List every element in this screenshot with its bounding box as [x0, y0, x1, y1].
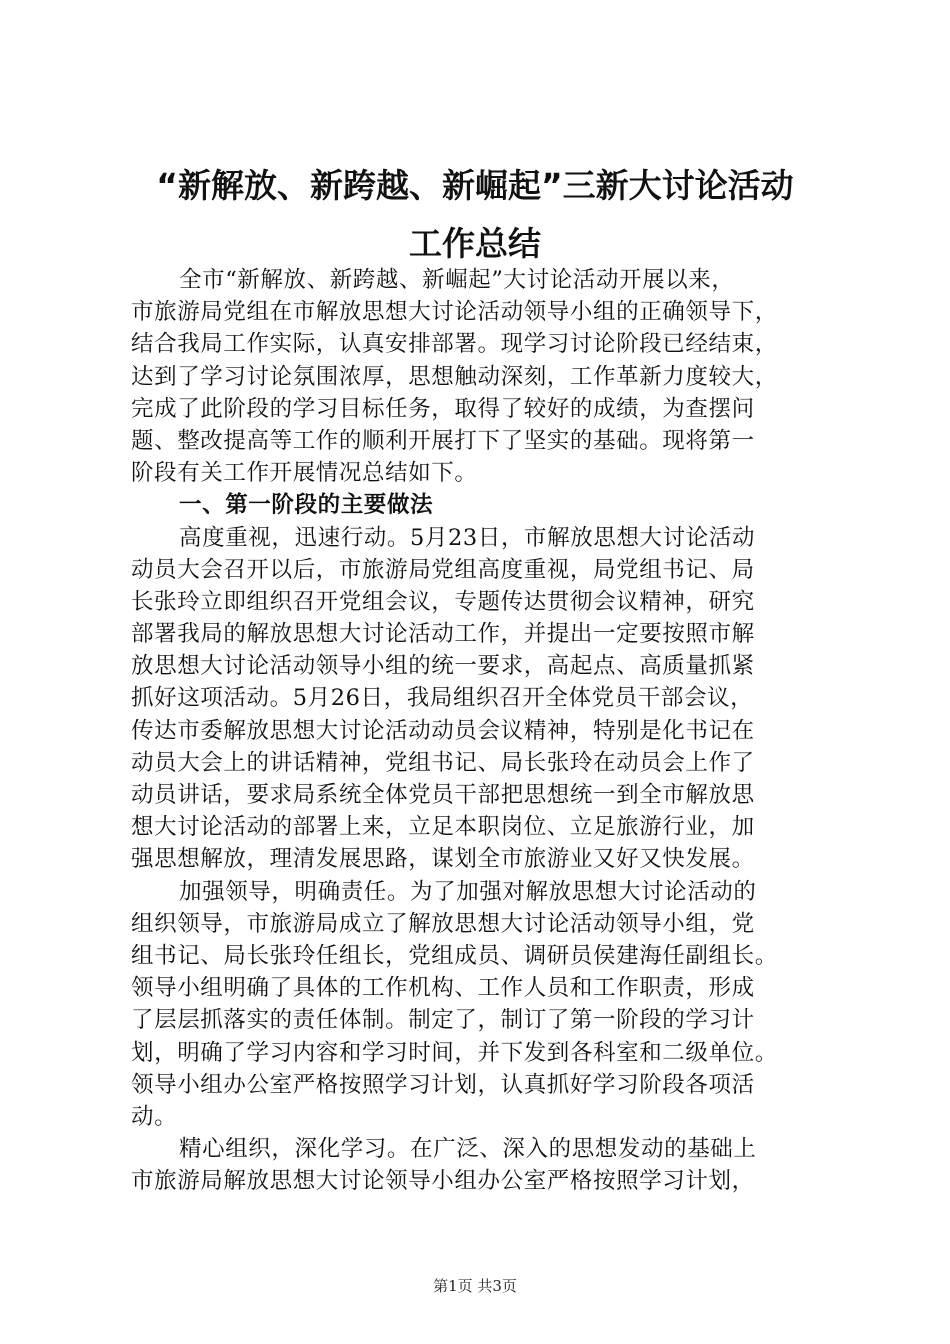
paragraph-line: 结合我局工作实际，认真安排部署。现学习讨论阶段已经结束，: [131, 331, 778, 358]
paragraph-line: 题、整改提高等工作的顺利开展打下了坚实的基础。现将第一: [131, 427, 755, 454]
paragraph-line: 传达市委解放思想大讨论活动动员会议精神，特别是化书记在: [131, 717, 755, 744]
paragraph-line: 动。: [131, 1103, 178, 1130]
page-number: 第1页 共3页: [433, 1277, 517, 1295]
paragraph-line: 加强领导，明确责任。为了加强对解放思想大讨论活动的: [179, 878, 757, 905]
paragraph-line: 动员大会上的讲话精神，党组书记、局长张玲在动员会上作了: [131, 749, 755, 776]
paragraph-line: 划，明确了学习内容和学习时间，并下发到各科室和二级单位。: [131, 1039, 778, 1066]
paragraph-line: 部署我局的解放思想大讨论活动工作，并提出一定要按照市解: [131, 621, 755, 648]
paragraph-line: 精心组织，深化学习。在广泛、深入的思想发动的基础上: [179, 1136, 757, 1163]
paragraph-line: 高度重视，迅速行动。5月23日，市解放思想大讨论活动: [179, 524, 756, 551]
paragraph-line: 全市“新解放、新跨越、新崛起”大讨论活动开展以来，: [179, 267, 735, 293]
paragraph-line: 动员讲话，要求局系统全体党员干部把思想统一到全市解放思: [131, 782, 755, 808]
document-title-line-1: “新解放、新跨越、新崛起”三新大讨论活动: [156, 166, 794, 205]
paragraph-line: 市旅游局党组在市解放思想大讨论活动领导小组的正确领导下，: [131, 299, 778, 326]
paragraph-line: 领导小组明确了具体的工作机构、工作人员和工作职责，形成: [131, 975, 755, 1002]
paragraph-line: 想大讨论活动的部署上来，立足本职岗位、立足旅游行业，加: [131, 814, 755, 841]
paragraph-line: 强思想解放，理清发展思路，谋划全市旅游业又好又快发展。: [131, 846, 755, 873]
paragraph-line: 抓好这项活动。5月26日，我局组织召开全体党员干部会议，: [131, 685, 754, 712]
paragraph-line: 达到了学习讨论氛围浓厚，思想触动深刻，工作革新力度较大，: [131, 363, 778, 390]
paragraph-line: 长张玲立即组织召开党组会议，专题传达贯彻会议精神，研究: [131, 588, 755, 615]
paragraph-line: 阶段有关工作开展情况总结如下。: [131, 460, 478, 487]
paragraph-line: 了层层抓落实的责任体制。制定了，制订了第一阶段的学习计: [131, 1007, 755, 1034]
paragraph-line: 完成了此阶段的学习目标任务，取得了较好的成绩，为查摆问: [131, 395, 755, 422]
paragraph-line: 动员大会召开以后，市旅游局党组高度重视，局党组书记、局: [131, 556, 755, 583]
paragraph-line: 放思想大讨论活动领导小组的统一要求，高起点、高质量抓紧: [131, 653, 755, 680]
paragraph-line: 组织领导，市旅游局成立了解放思想大讨论活动领导小组，党: [131, 910, 755, 937]
document-body: [131, 264, 851, 1197]
paragraph-line: 市旅游局解放思想大讨论领导小组办公室严格按照学习计划，: [131, 1168, 755, 1195]
section-heading: 一、第一阶段的主要做法: [179, 492, 434, 519]
page-footer: [0, 1276, 950, 1296]
document-title-line-2: 工作总结: [409, 224, 541, 263]
paragraph-line: 领导小组办公室严格按照学习计划，认真抓好学习阶段各项活: [131, 1071, 755, 1098]
paragraph-line: 组书记、局长张玲任组长，党组成员、调研员侯建海任副组长。: [131, 942, 778, 969]
